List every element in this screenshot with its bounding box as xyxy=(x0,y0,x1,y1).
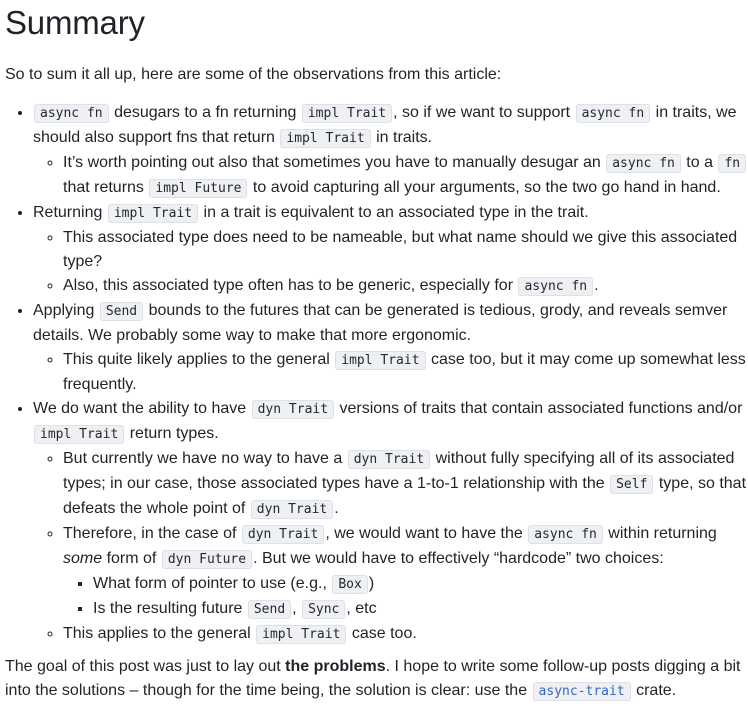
text: return types. xyxy=(125,425,219,442)
text: that returns xyxy=(63,179,149,196)
sub-bullet-therefore xyxy=(63,522,748,622)
inline-code: impl Trait xyxy=(280,129,370,148)
intro-paragraph: So to sum it all up, here are some of the observations from this article: xyxy=(5,66,502,83)
text: Returning xyxy=(33,204,107,221)
inline-code: dyn Trait xyxy=(348,450,430,469)
sub-bullet-no-way xyxy=(63,447,748,522)
text: to a xyxy=(681,154,718,171)
inline-code: impl Trait xyxy=(256,625,346,644)
inline-code: Box xyxy=(332,575,367,594)
text: . xyxy=(334,500,339,517)
choice-send-sync xyxy=(93,597,748,622)
conclusion-paragraph xyxy=(5,655,748,704)
inline-code: dyn Future xyxy=(162,550,252,569)
text: case too, but it may come up somewhat less frequently. xyxy=(63,351,746,393)
text: Applying xyxy=(33,302,99,319)
inline-code: async fn xyxy=(528,525,603,544)
inline-code: dyn Trait xyxy=(242,525,324,544)
text: It’s worth pointing out also that sometimes you have to manually desugar an xyxy=(63,154,606,171)
text: in traits. xyxy=(371,129,433,146)
text: We do want the ability to have xyxy=(33,400,251,417)
sub-list xyxy=(33,447,748,647)
text: , xyxy=(292,600,302,617)
text: without fully specifying all of its associated types; in our case, those associated types have a 1-to-1 relationship with the xyxy=(63,450,735,492)
inline-code: impl Trait xyxy=(108,204,198,223)
article-section xyxy=(0,3,748,704)
text: , so if we want to support xyxy=(393,104,575,121)
text: case too. xyxy=(347,625,417,642)
text: The goal of this post was just to lay out xyxy=(5,658,286,675)
section-heading: Summary xyxy=(5,4,145,41)
inline-code: impl Trait xyxy=(34,425,124,444)
sub-bullet-applies-general xyxy=(63,622,748,647)
inline-code: dyn Trait xyxy=(252,400,334,419)
inline-code: Sync xyxy=(302,600,345,619)
text: crate. xyxy=(631,682,677,699)
inline-code: async fn xyxy=(606,154,681,173)
text: What form of pointer to use (e.g., xyxy=(93,575,332,592)
text: versions of traits that contain associated functions and/or xyxy=(335,400,743,417)
async-trait-link[interactable]: async-trait xyxy=(533,682,631,701)
bullet-send-bounds xyxy=(33,299,748,397)
text: in a trait is equivalent to an associated type in the trait. xyxy=(199,204,589,221)
inline-code: impl Trait xyxy=(335,351,425,370)
text: , etc xyxy=(346,600,377,617)
text: within returning xyxy=(603,525,717,542)
text: bounds to the futures that can be generated is tedious, grody, and reveals semver details. We probably some way to make that more ergonomic. xyxy=(33,302,728,344)
inline-code: Send xyxy=(248,600,291,619)
text: type, so that defeats the whole point of xyxy=(63,475,747,517)
sub-bullet-manual-desugar xyxy=(63,151,748,201)
text: Also, this associated type often has to be generic, especially for xyxy=(63,277,518,294)
sub-sub-list xyxy=(63,572,748,622)
bullet-returning-impl-trait xyxy=(33,201,748,299)
inline-code: async fn xyxy=(518,277,593,296)
text: This quite likely applies to the general xyxy=(63,351,335,368)
text: Is the resulting future xyxy=(93,600,247,617)
text: in traits, we should also support fns that return xyxy=(33,104,737,146)
sub-list xyxy=(33,226,748,299)
text: . I hope to write some follow-up posts digging a bit into the solutions – though for the time being, the solution is clear: use the xyxy=(5,658,741,699)
text: . But we would have to effectively “hardcode” two choices: xyxy=(253,550,664,567)
sub-list xyxy=(33,151,748,201)
inline-code: Send xyxy=(100,302,143,321)
bullet-async-fn-desugar xyxy=(33,101,748,201)
inline-code: impl Trait xyxy=(302,104,392,123)
text: ) xyxy=(368,575,375,592)
text: desugars to a fn returning xyxy=(109,104,301,121)
text: Therefore, in the case of xyxy=(63,525,241,542)
inline-code: async fn xyxy=(576,104,651,123)
sub-bullet-generic xyxy=(63,274,748,299)
sub-bullet-nameable: ◦ This associated type does need to be nameable, but what name should we give this associated type? xyxy=(63,226,748,274)
text: This applies to the general xyxy=(63,625,256,642)
text: . xyxy=(594,277,599,294)
inline-code: Self xyxy=(610,475,653,494)
inline-code: async fn xyxy=(34,104,109,123)
inline-code: impl Future xyxy=(149,179,247,198)
bullet-dyn-trait xyxy=(33,397,748,647)
text: , we would want to have the xyxy=(325,525,528,542)
sub-list xyxy=(33,348,748,397)
inline-code: dyn Trait xyxy=(251,500,333,519)
observations-list xyxy=(5,101,748,647)
text: But currently we have no way to have a xyxy=(63,450,347,467)
inline-code: fn xyxy=(718,154,746,173)
text: to avoid capturing all your arguments, so the two go hand in hand. xyxy=(248,179,721,196)
sub-bullet-general-case xyxy=(63,348,748,397)
bold-text: the problems xyxy=(285,658,386,675)
choice-pointer-form xyxy=(93,572,748,597)
emphasis: some xyxy=(63,550,103,567)
text: form of xyxy=(102,550,161,567)
